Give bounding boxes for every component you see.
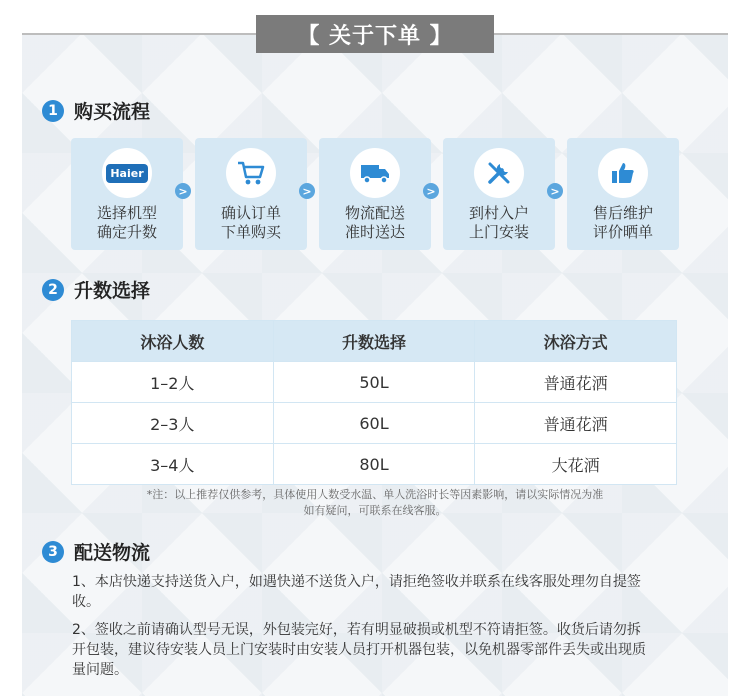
- step-after-sales: [567, 138, 679, 250]
- purchase-steps: [71, 138, 679, 250]
- step-label-line1: 确认订单: [220, 204, 281, 222]
- step-installation: [443, 138, 555, 250]
- table-row: [72, 362, 677, 403]
- chevron-right-icon: >: [299, 183, 315, 199]
- delivery-paragraph-2: 2、签收之前请确认型号无误，外包装完好，若有明显破损或机型不符请拒签。收货后请勿拆开包装，建议待安装人员上门安装时由安装人员打开机器包装，以免机器零部件丢失或出现质量问题。: [72, 622, 646, 678]
- column-header: 升数选择: [273, 321, 475, 362]
- haier-logo-text: Haier: [106, 164, 147, 183]
- section-title: 配送物流: [74, 542, 151, 564]
- table-cell: 3–4人: [72, 444, 274, 485]
- step-label-line1: 到村入户: [468, 204, 529, 222]
- step-label: [443, 204, 555, 242]
- step-label-line2: 上门安装: [468, 223, 529, 241]
- table-row: [72, 403, 677, 444]
- step-label: [567, 204, 679, 242]
- page-title: 【 关于下单 】: [256, 15, 494, 53]
- section-title: 购买流程: [74, 101, 151, 123]
- table-row: [72, 444, 677, 485]
- step-logistics: [319, 138, 431, 250]
- table-cell: 1–2人: [72, 362, 274, 403]
- step-label-line2: 确定升数: [96, 223, 157, 241]
- step-label: [195, 204, 307, 242]
- column-header: 沐浴方式: [475, 321, 677, 362]
- step-confirm-order: [195, 138, 307, 250]
- table-cell: 2–3人: [72, 403, 274, 444]
- section-title: 升数选择: [74, 280, 151, 302]
- table-note: [100, 487, 650, 519]
- step-label-line2: 准时送达: [344, 223, 405, 241]
- note-line2: 如有疑问，可联系在线客服。: [303, 504, 447, 517]
- chevron-right-icon: >: [547, 183, 563, 199]
- section-number: 1: [42, 100, 64, 122]
- step-label-line2: 下单购买: [220, 223, 281, 241]
- table-cell: 50L: [273, 362, 475, 403]
- step-choose-model: [71, 138, 183, 250]
- step-label-line1: 物流配送: [344, 204, 405, 222]
- table-cell: 80L: [273, 444, 475, 485]
- step-label: [319, 204, 431, 242]
- note-line1: *注：以上推荐仅供参考，具体使用人数受水温、单人洗浴时长等因素影响，请以实际情况为准: [146, 488, 604, 501]
- thumbs-up-icon: [598, 148, 648, 198]
- table-header-row: [72, 321, 677, 362]
- chevron-right-icon: >: [175, 183, 191, 199]
- chevron-right-icon: >: [423, 183, 439, 199]
- delivery-paragraph-1: 1、本店快递支持送货入户，如遇快递不送货入户，请拒绝签收并联系在线客服处理勿自提签收。: [72, 574, 641, 610]
- section-purchase-process: [42, 97, 150, 124]
- table-cell: 60L: [273, 403, 475, 444]
- tools-icon: [474, 148, 524, 198]
- capacity-table: [71, 320, 677, 485]
- table-cell: 大花洒: [475, 444, 677, 485]
- truck-icon: [350, 148, 400, 198]
- table-cell: 普通花洒: [475, 403, 677, 444]
- column-header: 沐浴人数: [72, 321, 274, 362]
- cart-icon: [226, 148, 276, 198]
- section-capacity: [42, 276, 150, 303]
- section-number: 2: [42, 279, 64, 301]
- step-label: [71, 204, 183, 242]
- haier-logo-icon: [102, 148, 152, 198]
- section-delivery: [42, 538, 150, 565]
- section-number: 3: [42, 541, 64, 563]
- step-label-line1: 选择机型: [96, 204, 157, 222]
- step-label-line1: 售后维护: [592, 204, 653, 222]
- table-cell: 普通花洒: [475, 362, 677, 403]
- step-label-line2: 评价晒单: [592, 223, 653, 241]
